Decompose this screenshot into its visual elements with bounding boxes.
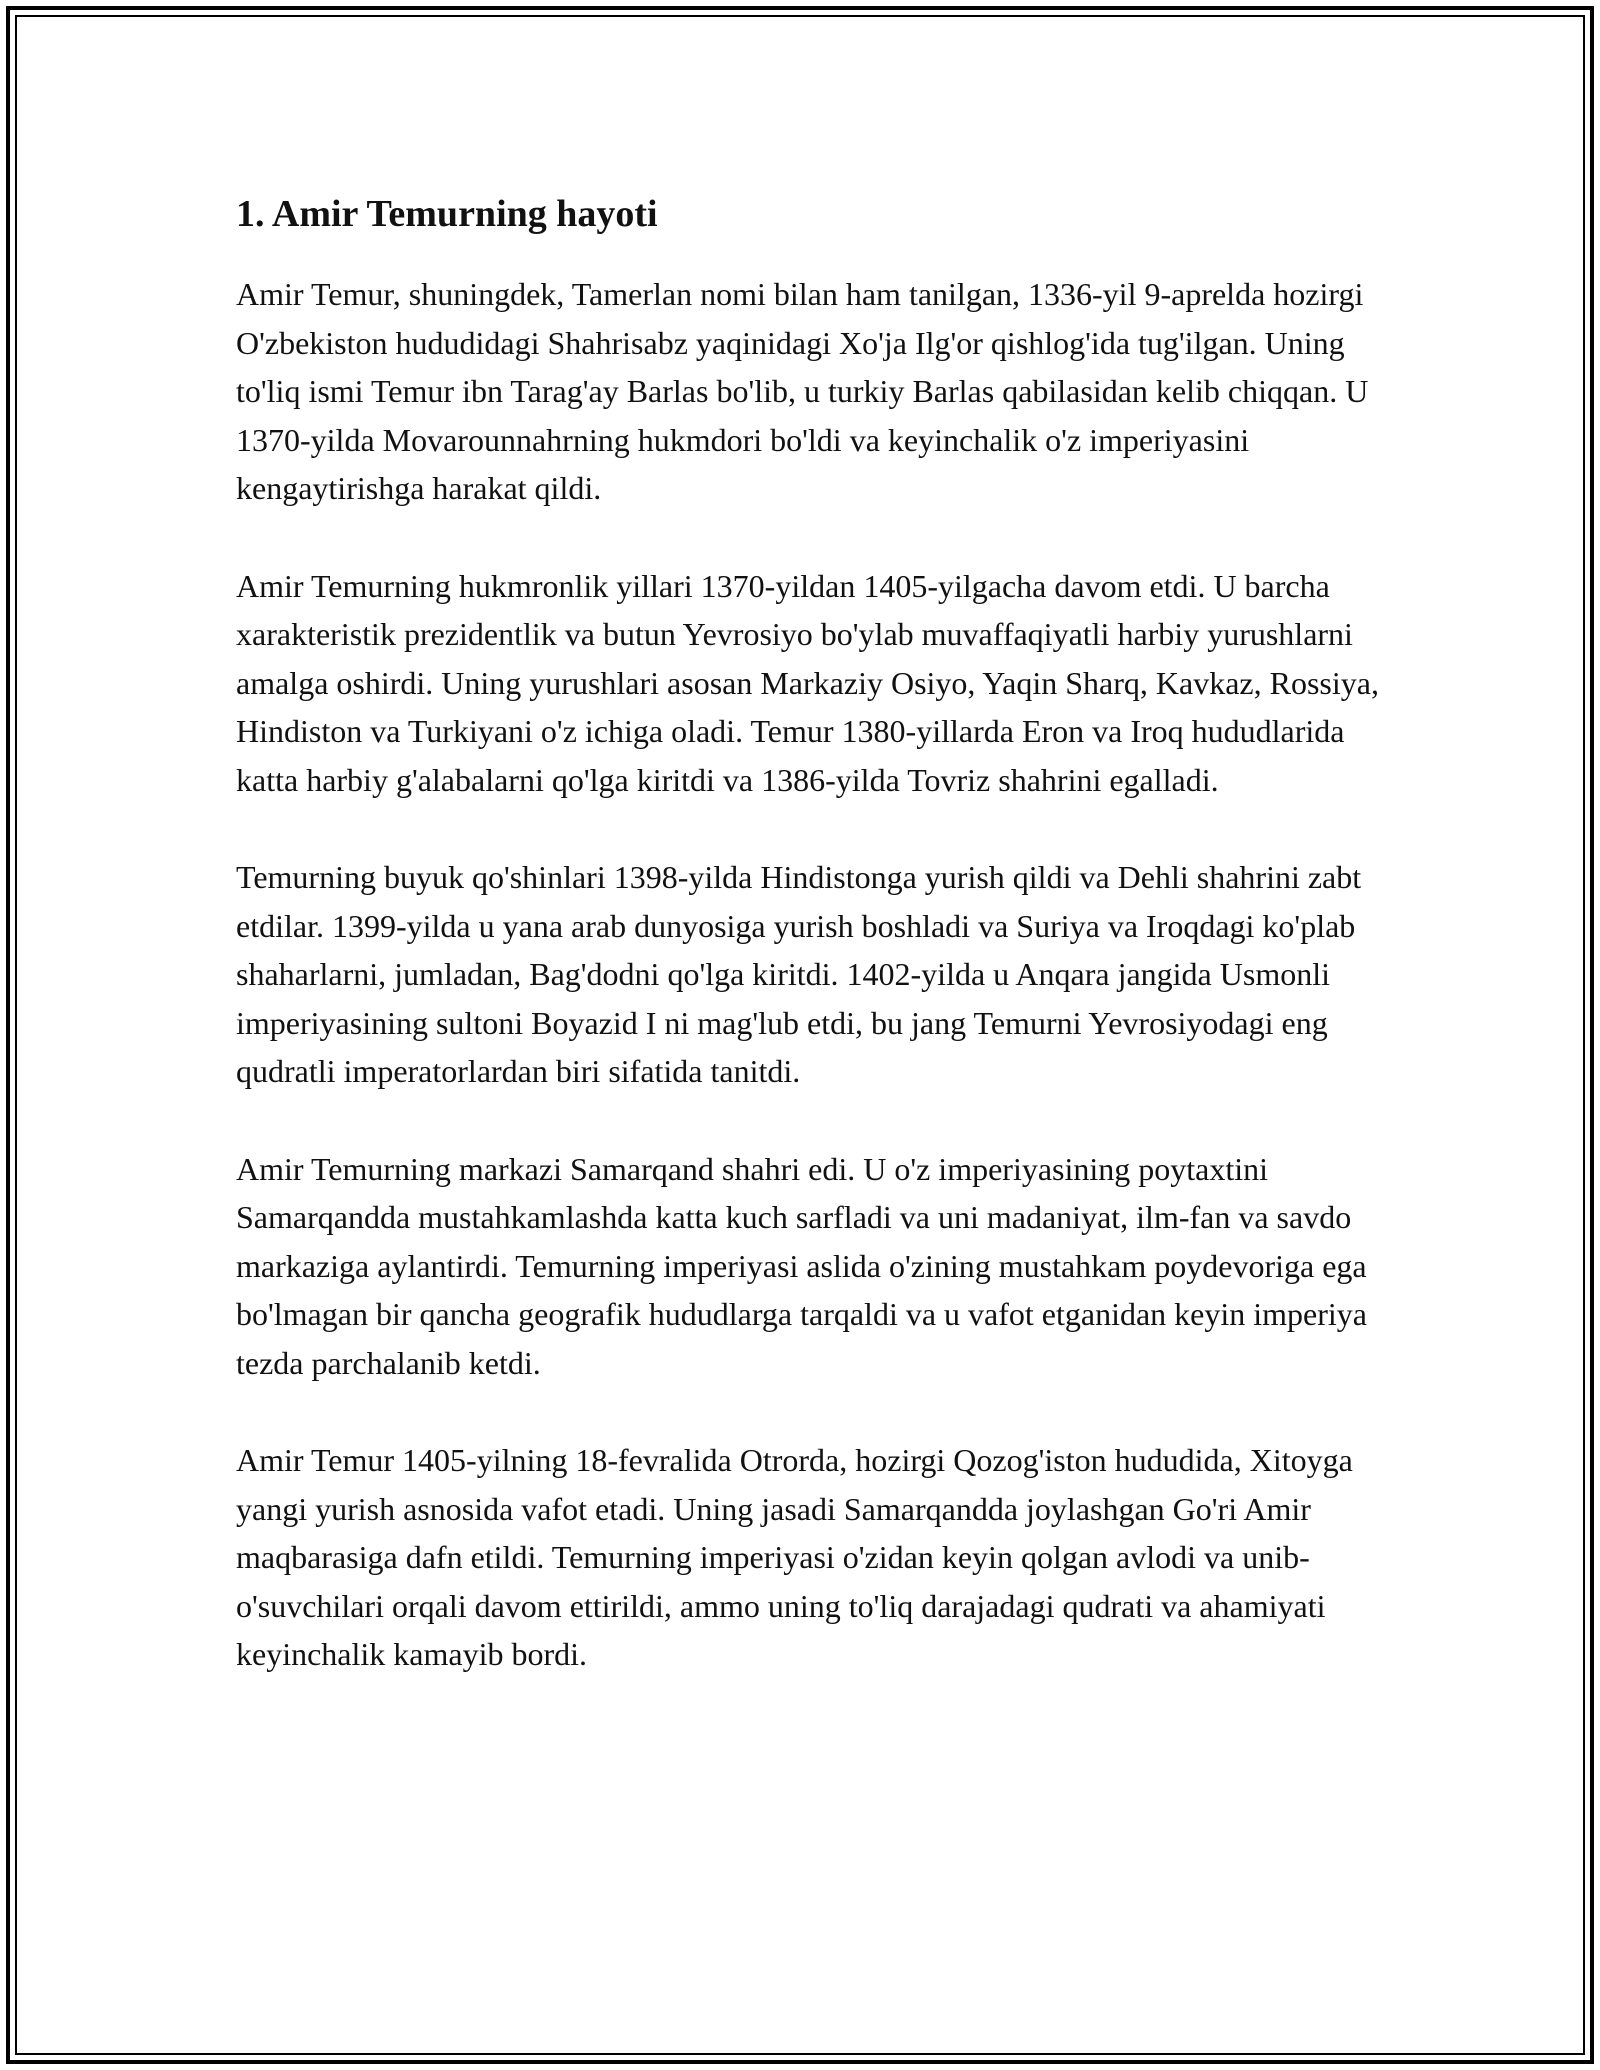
paragraph-5: Amir Temur 1405-yilning 18-fevralida Otrorda, hozirgi Qozog'iston hududida, Xitoyga yangi yurish asnosida vafot etadi. Uning jasadi Samarqandda joylashgan Go'ri Amir maqbarasiga dafn etildi. Temurning imperiyasi o'zidan keyin qolgan avlodi va unib-o'suvchilari orqali davom ettirildi, ammo uning to'liq darajadagi qudrati va ahamiyati keyinchalik kamayib bordi. [236, 1442, 1353, 1672]
paragraph-3: Temurning buyuk qo'shinlari 1398-yilda Hindistonga yurish qildi va Dehli shahrini zabt etdilar. 1399-yilda u yana arab dunyosiga yurish boshladi va Suriya va Iroqdagi ko'plab shaharlarni, jumladan, Bag'dodni qo'lga kiritdi. 1402-yilda u Anqara jangida Usmonli imperiyasining sultoni Boyazid I ni mag'lub etdi, bu jang Temurni Yevrosiyodagi eng qudratli imperatorlardan biri sifatida tanitdi. [236, 859, 1362, 1089]
paragraph-4: Amir Temurning markazi Samarqand shahri edi. U o'z imperiyasining poytaxtini Samarqandda mustahkamlashda katta kuch sarfladi va uni madaniyat, ilm-fan va savdo markaziga aylantirdi. Temurning imperiyasi aslida o'zining mustahkam poydevoriga ega bo'lmagan bir qancha geografik hududlarga tarqaldi va u vafot etganidan keyin imperiya tezda parchalanib ketdi. [236, 1150, 1367, 1381]
paragraph-1: Amir Temur, shuningdek, Tamerlan nomi bilan ham tanilgan, 1336-yil 9-aprelda hozirgi O'zbekiston hududidagi Shahrisabz yaqinidagi Xo'ja Ilg'or qishlog'ida tug'ilgan. Uning to'liq ismi Temur ibn Tarag'ay Barlas bo'lib, u turkiy Barlas qabilasidan kelib chiqqan. U 1370-yilda Movarounnahrning hukmdori bo'ldi va keyinchalik o'z imperiyasini kengaytirishga harakat qildi. [236, 276, 1369, 506]
section-title: 1. Amir Temurning hayoti [236, 193, 658, 235]
document-body [236, 186, 1386, 1728]
paragraph-2: Amir Temurning hukmronlik yillari 1370-yildan 1405-yilgacha davom etdi. U barcha xarakteristik prezidentlik va butun Yevrosiyo bo'ylab muvaffaqiyatli harbiy yurushlarni amalga oshirdi. Uning yurushlari asosan Markaziy Osiyo, Yaqin Sharq, Kavkaz, Rossiya, Hindiston va Turkiyani o'z ichiga oladi. Temur 1380-yillarda Eron va Iroq hududlarida katta harbiy g'alabalarni qo'lga kiritdi va 1386-yilda Tovriz shahrini egalladi. [236, 567, 1379, 798]
